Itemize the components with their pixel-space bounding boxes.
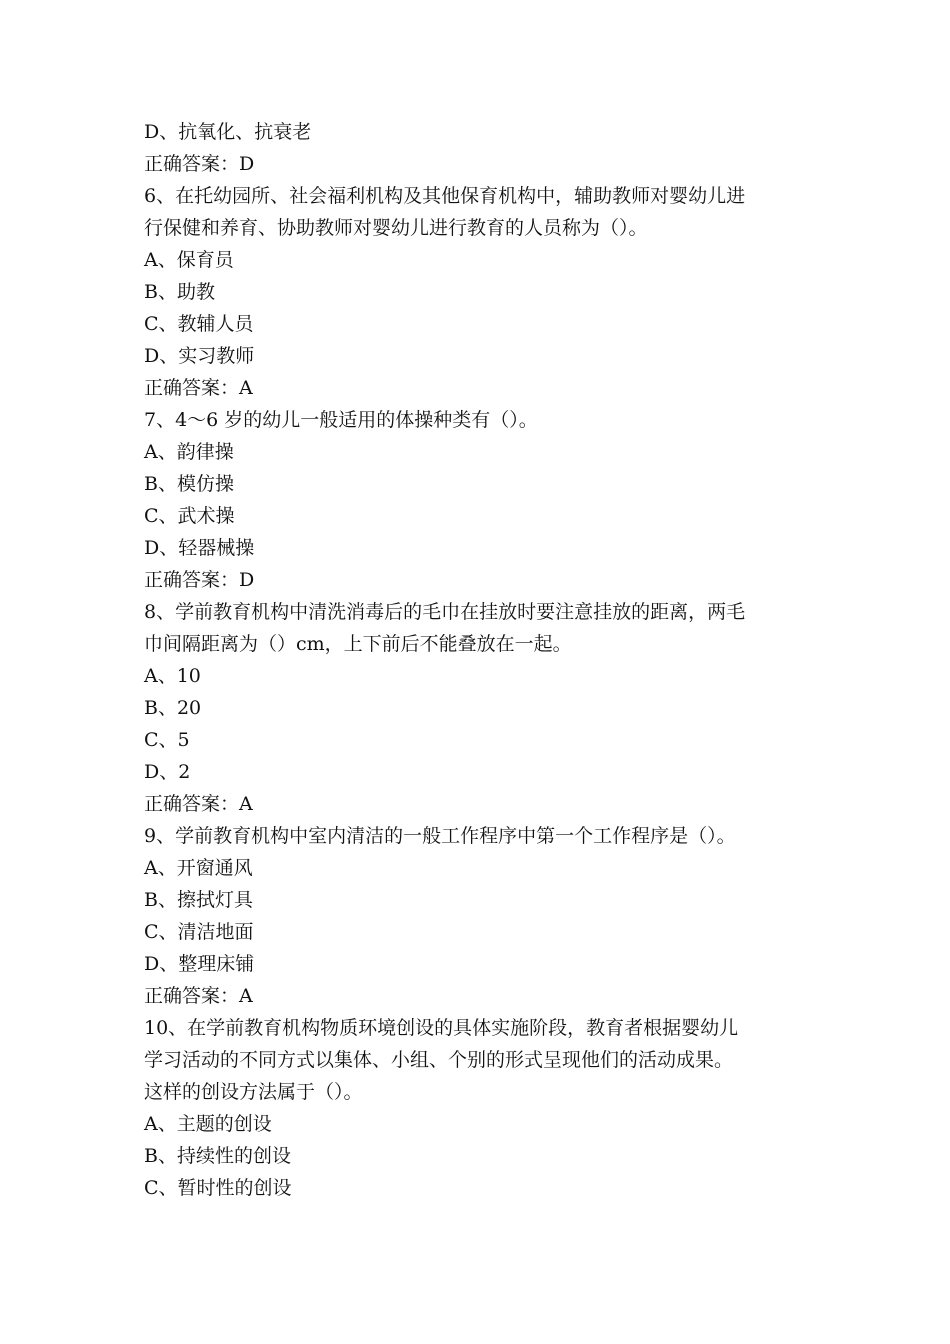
question-line: 学习活动的不同方式以集体、小组、个别的形式呈现他们的活动成果。 [144,1049,734,1071]
answer-line: 正确答案：A [144,985,253,1007]
option-line: A、韵律操 [144,441,234,463]
question-line: 6、在托幼园所、社会福利机构及其他保育机构中，辅助教师对婴幼儿进 [144,185,746,207]
option-line: A、保育员 [144,249,234,271]
option-line: D、整理床铺 [144,953,255,975]
option-line: D、轻器械操 [144,537,255,559]
answer-line: 正确答案：A [144,377,253,399]
option-line: B、助教 [144,281,215,303]
document-body [144,116,814,1204]
question-line: 巾间隔距离为（）cm，上下前后不能叠放在一起。 [144,633,572,655]
option-line: C、5 [144,729,190,751]
option-line: A、开窗通风 [144,857,253,879]
option-line: C、清洁地面 [144,921,254,943]
question-line: 7、4～6 岁的幼儿一般适用的体操种类有（）。 [144,409,538,431]
option-line: B、模仿操 [144,473,234,495]
question-line: 10、在学前教育机构物质环境创设的具体实施阶段，教育者根据婴幼儿 [144,1017,739,1039]
option-line: A、主题的创设 [144,1113,272,1135]
option-line: C、暂时性的创设 [144,1177,292,1199]
question-line: 8、学前教育机构中清洗消毒后的毛巾在挂放时要注意挂放的距离，两毛 [144,601,746,623]
answer-line: 正确答案：D [144,153,255,175]
option-line: D、抗氧化、抗衰老 [144,121,312,143]
question-line: 这样的创设方法属于（）。 [144,1081,363,1103]
option-line: A、10 [144,665,201,687]
option-line: C、武术操 [144,505,235,527]
option-line: D、实习教师 [144,345,255,367]
option-line: B、擦拭灯具 [144,889,253,911]
answer-line: 正确答案：A [144,793,253,815]
option-line: D、2 [144,761,191,783]
option-line: B、20 [144,697,202,719]
option-line: C、教辅人员 [144,313,254,335]
answer-line: 正确答案：D [144,569,255,591]
option-line: B、持续性的创设 [144,1145,291,1167]
question-line: 9、学前教育机构中室内清洁的一般工作程序中第一个工作程序是（）。 [144,825,736,847]
question-line: 行保健和养育、协助教师对婴幼儿进行教育的人员称为（）。 [144,217,648,239]
